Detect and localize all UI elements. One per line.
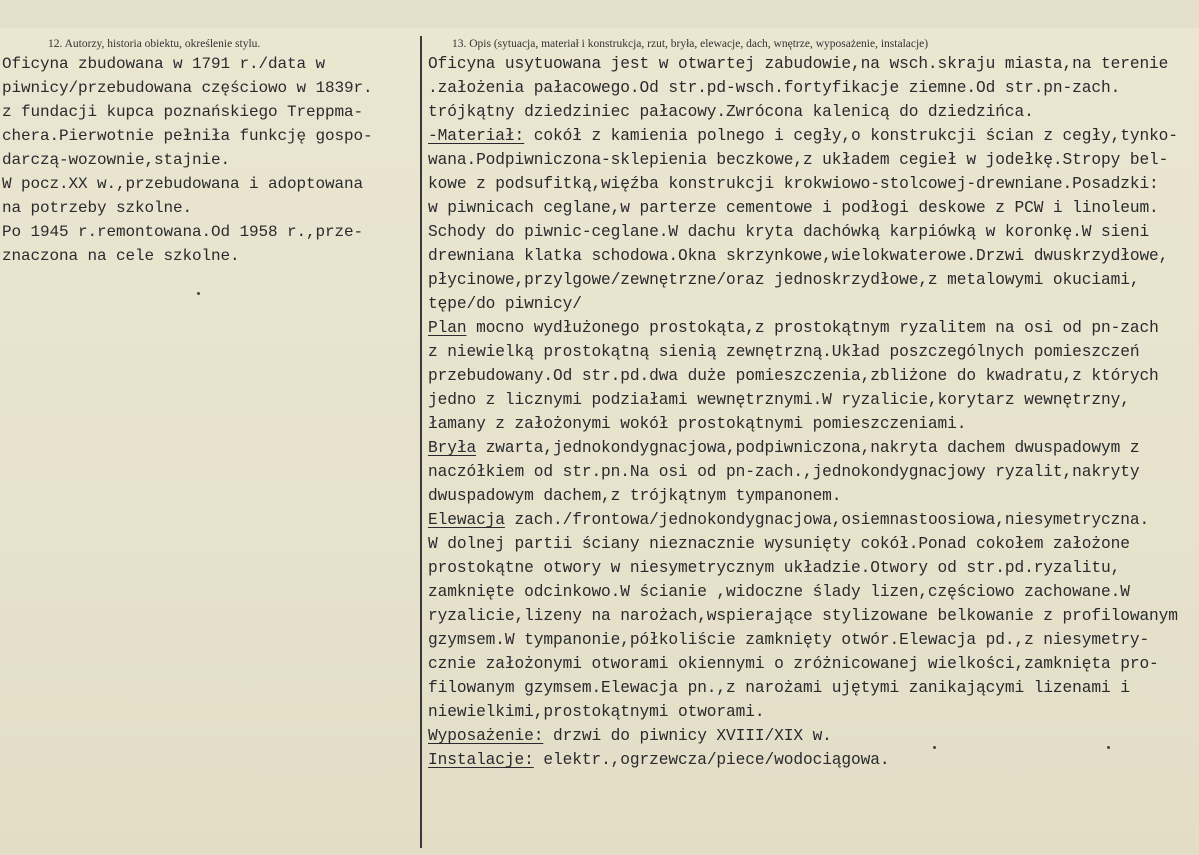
description-text: jedno z licznymi podziałami wewnętrznymi.W ryzalicie,korytarz wewnętrzny, <box>428 391 1130 409</box>
description-text: Oficyna usytuowana jest w otwartej zabudowie,na wsch.skraju miasta,na terenie <box>428 55 1169 73</box>
description-text-line <box>428 604 1198 628</box>
description-text-line <box>428 700 1198 724</box>
ink-speck <box>1107 746 1110 749</box>
scan-top-edge <box>0 0 1199 28</box>
description-text-line <box>428 556 1198 580</box>
description-text-line <box>428 652 1198 676</box>
description-text-line <box>428 724 1198 748</box>
history-text-line: na potrzeby szkolne. <box>2 199 193 217</box>
description-text-line <box>428 436 1198 460</box>
section-label: Bryła <box>428 439 477 457</box>
description-text-line <box>428 508 1198 532</box>
description-text: zach./frontowa/jednokondygnacjowa,osiemnastoosiowa,niesymetryczna. <box>504 511 1150 529</box>
history-text-line: Po 1945 r.remontowana.Od 1958 r.,prze- <box>2 223 364 241</box>
description-text-line <box>428 580 1198 604</box>
section-label: Instalacje: <box>428 751 534 769</box>
column-divider <box>420 36 422 848</box>
description-text-line <box>428 148 1198 172</box>
description-text: mocno wydłużonego prostokąta,z prostokątnym ryzalitem na osi od pn-zach <box>466 319 1159 337</box>
left-column-header: 12. Autorzy, historia obiektu, określenie stylu. <box>48 38 261 50</box>
description-text-line <box>428 172 1198 196</box>
description-text: cokół z kamienia polnego i cegły,o konstrukcji ścian z cegły,tynko- <box>524 127 1178 145</box>
history-text-line: piwnicy/przebudowana częściowo w 1839r. <box>2 79 373 97</box>
description-text: tępe/do piwnicy/ <box>428 295 582 313</box>
description-text: ryzalicie,lizeny na narożach,wspierające stylizowane belkowanie z profilowanym <box>428 607 1178 625</box>
description-text: drewniana klatka schodowa.Okna skrzynkowe,wielokwaterowe.Drzwi dwuskrzydłowe, <box>428 247 1169 265</box>
description-text-line <box>428 676 1198 700</box>
section-label: Elewacja <box>428 511 505 529</box>
description-text-line <box>428 364 1198 388</box>
description-text-line <box>428 388 1198 412</box>
description-text-line <box>428 484 1198 508</box>
description-text: trójkątny dziedziniec pałacowy.Zwrócona kalenicą do dziedzińca. <box>428 103 1034 121</box>
description-text: cznie założonymi otworami okiennymi o zróżnicowanej wielkości,zamknięta pro- <box>428 655 1159 673</box>
description-text-line <box>428 76 1198 100</box>
description-text-line <box>428 340 1198 364</box>
description-text: zamknięte odcinkowo.W ścianie ,widoczne ślady lizen,częściowo zachowane.W <box>428 583 1130 601</box>
description-text-line <box>428 244 1198 268</box>
description-text-line <box>428 628 1198 652</box>
description-column <box>428 52 1198 772</box>
description-text-line <box>428 52 1198 76</box>
ink-speck <box>933 746 936 749</box>
description-text-line <box>428 124 1198 148</box>
description-text: niewielkimi,prostokątnymi otworami. <box>428 703 765 721</box>
section-label: Plan <box>428 319 467 337</box>
description-text: gzymsem.W tympanonie,półkoliście zamknięty otwór.Elewacja pd.,z niesymetry- <box>428 631 1150 649</box>
history-text-line: W pocz.XX w.,przebudowana i adoptowana <box>2 175 364 193</box>
history-text-line: znaczona na cele szkolne. <box>2 247 240 265</box>
description-text-line <box>428 100 1198 124</box>
description-text-line <box>428 748 1198 772</box>
section-label: -Materiał: <box>428 127 525 145</box>
description-text: naczółkiem od str.pn.Na osi od pn-zach.,jednokondygnacjowy ryzalit,nakryty <box>428 463 1140 481</box>
description-text: filowanym gzymsem.Elewacja pn.,z narożami ujętymi zanikającymi lizenami i <box>428 679 1130 697</box>
right-column-header: 13. Opis (sytuacja, materiał i konstrukcja, rzut, bryła, elewacje, dach, wnętrze, wyposażenie, instalacje) <box>452 38 929 50</box>
ink-speck <box>197 292 200 295</box>
description-text-line <box>428 220 1198 244</box>
description-text: w piwnicach ceglane,w parterze cementowe i podłogi deskowe z PCW i linoleum. <box>428 199 1159 217</box>
description-text: dwuspadowym dachem,z trójkątnym tympanonem. <box>428 487 842 505</box>
description-text: .założenia pałacowego.Od str.pd-wsch.fortyfikacje ziemne.Od str.pn-zach. <box>428 79 1121 97</box>
history-text-line: chera.Pierwotnie pełniła funkcję gospo- <box>2 127 373 145</box>
description-text: drzwi do piwnicy XVIII/XIX w. <box>543 727 832 745</box>
history-text-line: Oficyna zbudowana w 1791 r./data w <box>2 55 326 73</box>
description-text: prostokątne otwory w niesymetrycznym układzie.Otwory od str.pd.ryzalitu, <box>428 559 1121 577</box>
history-text-line: z fundacji kupca poznańskiego Treppma- <box>2 103 364 121</box>
description-text: zwarta,jednokondygnacjowa,podpiwniczona,nakryta dachem dwuspadowym z <box>476 439 1140 457</box>
description-text: Schody do piwnic-ceglane.W dachu kryta dachówką karpiówką w koronkę.W sieni <box>428 223 1150 241</box>
description-text: elektr.,ogrzewcza/piece/wodociągowa. <box>533 751 890 769</box>
description-text: płycinowe,przylgowe/zewnętrzne/oraz jednoskrzydłowe,z metalowymi okuciami, <box>428 271 1140 289</box>
description-text-line <box>428 532 1198 556</box>
description-text-line <box>428 412 1198 436</box>
description-text-line <box>428 460 1198 484</box>
description-text-line <box>428 196 1198 220</box>
section-label: Wyposażenie: <box>428 727 544 745</box>
history-column <box>2 52 418 268</box>
description-text-line <box>428 292 1198 316</box>
description-text: kowe z podsufitką,więźba konstrukcji krokwiowo-stolcowej-drewniane.Posadzki: <box>428 175 1159 193</box>
history-text-line: darczą-wozownie,stajnie. <box>2 151 231 169</box>
description-text: z niewielką prostokątną sienią zewnętrzną.Układ poszczególnych pomieszczeń <box>428 343 1140 361</box>
description-text: wana.Podpiwniczona-sklepienia beczkowe,z układem cegieł w jodełkę.Stropy bel- <box>428 151 1169 169</box>
description-text: W dolnej partii ściany nieznacznie wysunięty cokół.Ponad cokołem założone <box>428 535 1130 553</box>
description-text: przebudowany.Od str.pd.dwa duże pomieszczenia,zbliżone do kwadratu,z których <box>428 367 1159 385</box>
description-text-line <box>428 316 1198 340</box>
description-text: łamany z założonymi wokół prostokątnymi pomieszczeniami. <box>428 415 967 433</box>
description-text-line <box>428 268 1198 292</box>
